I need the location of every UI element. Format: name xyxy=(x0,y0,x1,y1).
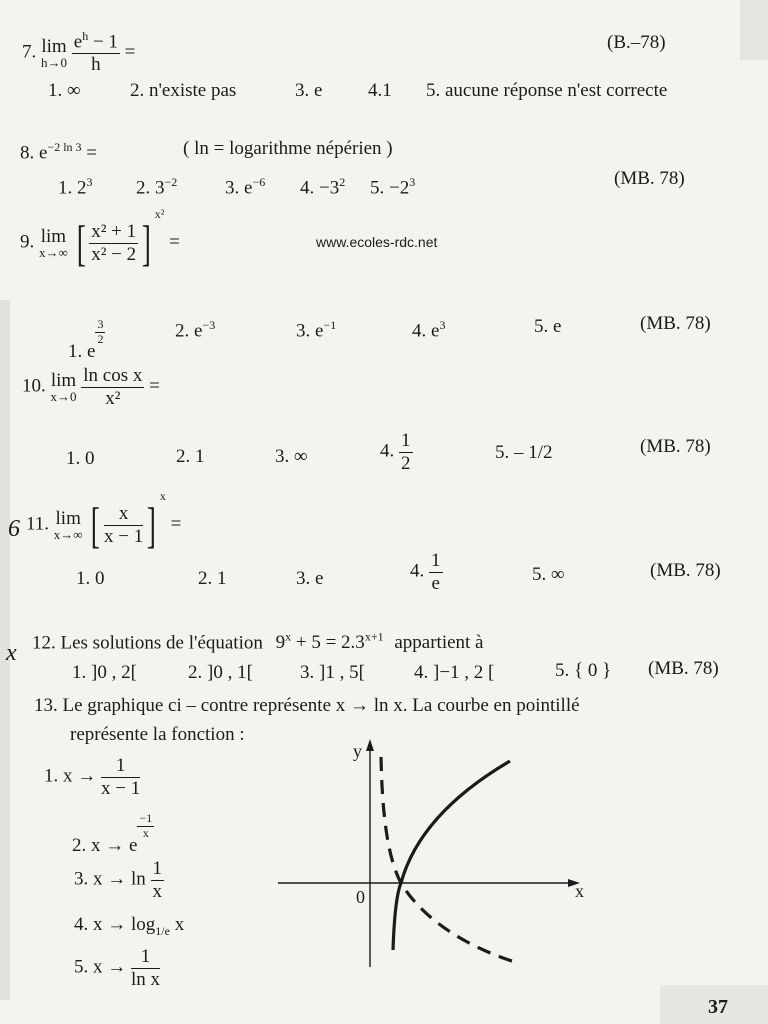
page-number: 37 xyxy=(708,996,728,1018)
option-3: 3. $e^{-6}$ xyxy=(225,175,266,199)
option-3: 3. ]1 , 5[ xyxy=(300,662,365,683)
option-2: 2. x → e $\frac{-1}{x}$ xyxy=(72,811,153,856)
note: ( ln = logarithme népérien ) xyxy=(183,138,393,159)
y-axis-arrow xyxy=(366,739,374,751)
handwritten-mark: x xyxy=(6,640,17,666)
option-3: 3. e xyxy=(295,80,323,101)
fraction: $\frac{e^h - 1}{h}$ xyxy=(73,29,118,76)
question-number: 8. xyxy=(20,142,35,164)
limit-operator: lim x→0 xyxy=(50,370,77,405)
reference: (MB. 78) xyxy=(650,560,721,581)
option-3: 3. e xyxy=(296,568,324,589)
option-5: 5. e xyxy=(534,316,562,337)
limit-operator: lim x→∞ xyxy=(53,508,83,542)
x-axis-label: x xyxy=(575,881,584,901)
fraction: $\frac{\text{x² + 1}}{\text{x² − 2}}$ xyxy=(91,220,137,265)
reference: (B.–78) xyxy=(607,32,666,53)
limit-operator: lim h→0 xyxy=(41,36,67,71)
option-2: 2. $e^{-3}$ xyxy=(175,318,216,342)
option-5: 5. aucune réponse n'est correcte xyxy=(426,80,668,101)
option-4: 4. ]−1 , 2 [ xyxy=(414,662,495,683)
option-1: 1. $2^3$ xyxy=(58,175,93,199)
question-text: 13. Le graphique ci – contre représente x → ln x. La courbe en pointillé xyxy=(34,695,580,716)
fraction: $\frac{\text{ln cos x}}{\text{x²}}$ xyxy=(83,365,143,409)
limit-operator: lim x→∞ xyxy=(39,226,68,260)
option-3: 3. x → ln $\frac{1}{x}$ xyxy=(74,858,163,902)
origin-label: 0 xyxy=(356,887,365,907)
question-text: représente la fonction : xyxy=(70,724,245,745)
option-1: 1. x → $\frac{1}{x - 1}$ xyxy=(44,755,141,799)
ln-curve xyxy=(393,761,510,950)
option-1: 1. ∞ xyxy=(48,80,81,101)
question-number: 10. xyxy=(22,375,46,397)
option-5: 5. $-2^3$ xyxy=(370,175,416,199)
watermark-url: www.ecoles-rdc.net xyxy=(316,234,438,250)
option-3: 3. ∞ xyxy=(275,446,308,467)
ln-graph xyxy=(270,735,600,975)
option-5: 5. { 0 } xyxy=(555,660,612,681)
reference: (MB. 78) xyxy=(614,168,685,189)
option-2: 2. $3^{-2}$ xyxy=(136,175,178,199)
fraction: $\frac{x}{x - 1}$ xyxy=(103,502,144,547)
option-1: 1. 0 xyxy=(66,448,95,469)
option-1: 1. 0 xyxy=(76,568,105,589)
option-5: 5. ∞ xyxy=(532,564,565,585)
dashed-curve xyxy=(381,757,518,963)
option-4: 4. $e^3$ xyxy=(412,318,446,342)
option-4: 4. $x \to \log_{1/e} x$ xyxy=(74,914,185,938)
option-1: 1. ]0 , 2[ xyxy=(72,662,137,683)
option-4: 4. $\frac{1}{2}$ xyxy=(380,430,411,474)
question-number: 9. xyxy=(20,231,35,253)
option-4: 4.1 xyxy=(368,80,392,101)
option-3: 3. $e^{-1}$ xyxy=(296,318,337,342)
option-2: 2. ]0 , 1[ xyxy=(188,662,253,683)
option-5: 5. x → $\frac{1}{\text{ln x}}$ xyxy=(74,946,161,990)
option-4: 4. $-3^2$ xyxy=(300,175,346,199)
reference: (MB. 78) xyxy=(640,313,711,334)
question-number: 11. xyxy=(26,513,50,535)
option-2: 2. 1 xyxy=(198,568,227,589)
option-2: 2. 1 xyxy=(176,446,205,467)
option-2: 2. n'existe pas xyxy=(130,80,237,101)
question-number: 7. xyxy=(22,41,37,63)
option-5: 5. – 1/2 xyxy=(495,442,553,463)
handwritten-mark: 6 xyxy=(8,516,20,542)
reference: (MB. 78) xyxy=(640,436,711,457)
option-4: 4. $\frac{1}{e}$ xyxy=(410,550,441,594)
reference: (MB. 78) xyxy=(648,658,719,679)
scan-noise xyxy=(740,0,768,60)
y-axis-label: y xyxy=(353,741,362,761)
option-1: 1. e $\frac{3}{2}$ xyxy=(68,317,104,362)
